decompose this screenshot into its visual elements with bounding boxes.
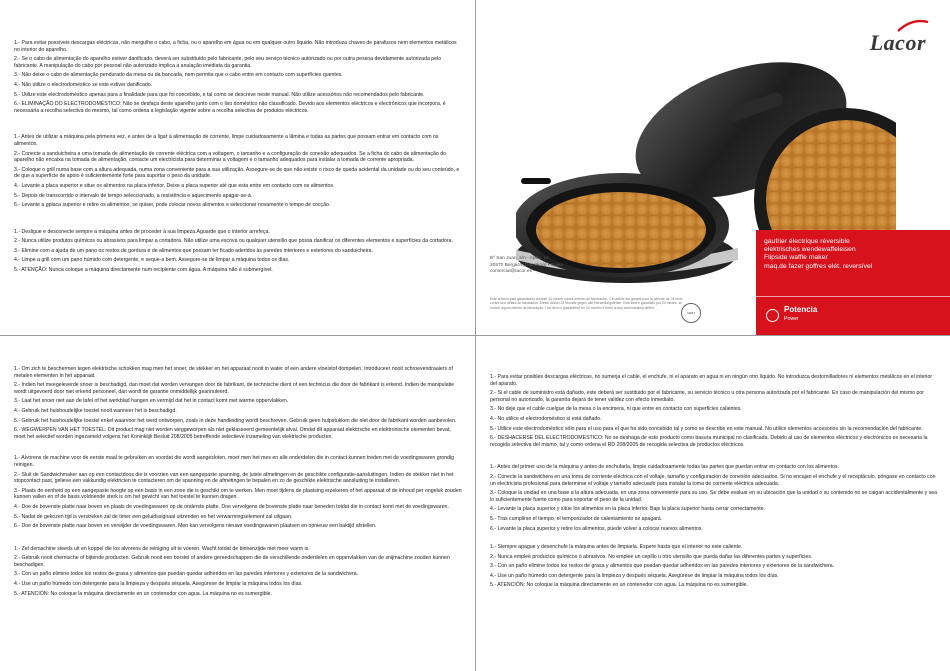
instruction-item: 2.- Indien het meegeleverde snoer is beschadigd, dan moet dat worden vervangen door de fabrikant, de technische dient of een technicus die door de fabrikant is erkend. Indien de manipulatie wordt uitgevoerd door niet erkend personeel, dan wordt de garantie onmiddellijk geannuleerd. xyxy=(14,382,455,395)
product-name-fr: gaufrier électrique réversible xyxy=(764,238,850,245)
nl-use-section xyxy=(14,455,463,529)
product-names xyxy=(764,238,872,271)
brand-logo: Lacor xyxy=(869,30,926,55)
instruction-item: 4.- No utilice el electrodoméstico si está dañado. xyxy=(490,415,602,422)
instruction-item: 1.- Siempre apague y desenchufe la máquina antes de limpiarla. Espere hasta que el interior no este caliente. xyxy=(490,544,743,551)
es-cleaning-section xyxy=(490,544,940,589)
product-name-pt: maq.de fazer goffres elét. reversível xyxy=(764,262,873,270)
instruction-item: 4.- Use un paño húmedo con detergente para la limpieza y después séquela. Asegúrese de limpiar la máquina todos los días. xyxy=(14,581,303,588)
pt-safety-section xyxy=(14,40,463,114)
instruction-item: 5.- ATENÇÃO: Nunca coloque a máquina directamente num recipiente com água. A máquina não é submergível. xyxy=(14,267,273,274)
instruction-item: 2.- Conecte la sandwichera en una toma de corriente eléctrica con el voltaje, tamaño y configuración de conexión adecuados. Si no encajan el enchufe y el receptáculo, póngase en contacto con un electricista profesional para determinar el voltaje y tamaño adecuado para instalar la toma de corriente eléctrica adecuada. xyxy=(490,473,936,487)
instruction-item: 3.- No deje que el cable cuelgue de la mesa o la encimera, ni que entre en contacto con superficies calientes. xyxy=(490,406,742,413)
instruction-item: 5.- Utilice este electrodoméstico sólo para el uso para el que ha sido concebido tal y como se describe en este manual. No utilice elementos accesorios sin la recomendación del fabricante. xyxy=(490,425,923,432)
instruction-item: 1.- Antes del primer uso de la máquina y antes de enchufarla, limpie cuidadosamente todas las partes que puedan entrar en contacto con los alimentos. xyxy=(490,464,839,471)
instruction-item: 3.- Não deixe o cabo de alimentação pendurado da mesa ou da bancada, nem permita que o cabo entre em contacto com superfícies quentes. xyxy=(14,72,343,79)
instruction-item: 4.- Doe de bovenste platte naar boven en plaats de voedingswaren op de onderste platte. Doe vervolgens de bovenste platte naar beneden totdat die in contact komt met de voedingswaren. xyxy=(14,503,449,510)
pt-use-section xyxy=(14,134,463,208)
instruction-item: 2.- Si el cable de suministro está dañado, este deberá ser sustituido por el fabricante, su servicio técnico u otra persona autorizada por el fabricante. En caso de manipulación del mismo por personal no autorizado, la garantía dejará de tener validez con efecto inmediato. xyxy=(490,390,924,403)
panel-divider xyxy=(756,296,950,297)
instruction-item: 6.- Levante a gplaca superior e retire os alimentos; se quiser, pode colocar novos alimentos e seleccionar novamente o tempo de cocção. xyxy=(14,202,331,209)
instruction-item: 4.- Levante a placa superior e situe os alimentos na placa inferior. Deixe a placa superior até que esta entre em contacto com os alimentos. xyxy=(14,182,335,189)
product-name-de: elektrisches wendewaffeleisen xyxy=(764,246,856,254)
instruction-item: 5.- Utilize este electrodoméstico apenas para a finalidade para que foi concebido, e tal como se descreve neste manual. Não utilize acessórios não recomendados pelo fabricante. xyxy=(14,91,425,98)
es-safety-section xyxy=(490,374,940,448)
instruction-item: 1.- Om zich te beschermen tegen elektrische schokken mag men het snoer, de stekker en het apparaat nooit in water of een andere vloeistof dompelen. Introduceer nooit schroevendraaiers of metalen elementen in het apparaat. xyxy=(14,366,453,379)
address-line: 20570 Bergara (Gipuzkoa) • Spain xyxy=(490,262,564,268)
dutch-instructions xyxy=(0,336,475,671)
certification-seal: CERT xyxy=(681,303,701,323)
instruction-item: 2.- Nunca empleé productos químicos ó abrasivos. No emplee un cepillo u otro utensilio que pueda dañar las diferentes partes y superficies. xyxy=(490,553,813,560)
es-use-section xyxy=(490,464,940,532)
instruction-item: 3.- Coloque o grill numa base com a altura adequada, numa zona conveniente para a sua utilização. Assegure-se de que não existe o risco de queda acidental da unidade ou do seu conteúdo, e de que a superfície de apoio é suficientemente forte para suportar o peso da unidade. xyxy=(14,166,460,180)
instruction-item: 3.- Con un paño elimine todos los restos de grasa y alimentos que puedan quedar adheridos en las paredes interiores y exteriores de la sandwichera. xyxy=(14,571,359,578)
instruction-item: 2.- Sluit de Sandwichmaker aan op een contactdoos die is voorzien van een aangepaste spanning, de juiste afmetingen en de geschikte configuratie-aansluitingen. Indien de stekker niet in het stopcontact past, gelieve een vakkundig elektricien te contacteren om de spanning en de afmetingen te bepalen en zo de geschikte elektrische aansluiting te installeren. xyxy=(14,471,454,485)
instruction-item: 6.- DESHACERSE DEL ELECTRODOMESTICO: No se deshaga de este producto como basura municipal no clasificada. Debido al uso de elementos eléctricos y electrónicos es necesaria la recogida selectiva del mismo, tal y como ordena el RD 208/2005 de recogida selectiva de productos eléctricos. xyxy=(490,435,928,448)
address-line: Bº San Juan, s/n - Apdo. 18 xyxy=(490,256,549,261)
instruction-item: 3.- Elimine com a ajuda de um pano os restos de gordura e de alimentos que possam ter ficado aderidos às paredes interiores e exteriores do sanduicheira. xyxy=(14,247,374,254)
instruction-item: 2.- Conecte a sanduicheira a uma tomada de alimentação de corrente eléctrica com a voltagem, o tamanho e a configuração de conexão adequados. Se a ficha do cabo de alimentação do aparelho não encaixa na tomada de alimentação, contacte um electricista para determinar a voltagem e o tamanho adequados para instalar a tomada de corrente apropriada. xyxy=(14,150,446,164)
instruction-item: 4.- Limpe a grill com um pano húmido com detergente, e seque-a bem. Assegure-se de limpar a máquina todos os dias. xyxy=(14,257,290,264)
instruction-item: 5.- Depois de transcorrido o intervalo de tempo seleccionado, a resistência e aquecimento apagar-se-á. xyxy=(14,192,253,199)
instruction-item: 5.- ATENCIÓN: No coloque la máquina directamente en un contenedor con agua. La máquina no es sumergible. xyxy=(490,582,748,589)
instruction-item: 2.- Gebruik nooit chemische of bijtende producten. Gebruik nooit een borstel of andere gereedschappen die de verschillende onderdelen en oppervlakken van de snijmachine zouden kunnen beschadigen. xyxy=(14,555,450,568)
instruction-item: 5.- ATENCIÓN: No coloque la máquina directamente en un contenedor con agua. La máquina no es sumergible. xyxy=(14,590,272,597)
nl-cleaning-section xyxy=(14,546,463,598)
spanish-instructions xyxy=(476,336,950,671)
instruction-item: 1.- Antes de utilizar a máquina pela primeira vez, e antes de a ligar à alimentação de corrente, limpe cuidadosamente a lâmina e todas as partes que possam entrar em contacto com os alimentos. xyxy=(14,134,439,147)
instruction-item: 3.- Plaats de eenheid op een aangepaste hoogte op een basis in een zone die is geschikt om te werken. Men moet tijdens de plaatsing erzekeren of het apparaat of de inhoud per ongeluk zouden kunnen vallen en of de basis voldoende sterk is om het gewicht van het toestel te kunnen dragen. xyxy=(14,487,462,501)
address-line: comercial@lacor.es • xyxy=(490,269,535,274)
instruction-item: 5.- Gebruik het huishoudelijke toestel enkel waarvoor het werd ontworpen, zoals in deze handleiding wordt beschreven. Gebruik geen hulpstukken die niet door de fabrikant worden aanbevolen. xyxy=(14,417,457,424)
power-sublabel: Power xyxy=(784,316,799,322)
instruction-item: 6.- WEGWERPEN VAN HET TOESTEL: Dit product mag niet worden weggeworpen als niet geklasseerd gemeentelijk afval. Omdat dit apparaat elektrische en elektronische elementen bevat, moet het selectief worden ingezameld volgens het Koninklijk Besluit 208/2005 betreffende selectieve inzameling van elektrische producten. xyxy=(14,427,451,440)
instruction-item: 3.- Laat het snoer niet aan de tafel of het werkblad hangen en vermijd dat het in contact komt met warme oppervlakken. xyxy=(14,398,289,405)
company-address xyxy=(490,256,563,276)
cover-panel xyxy=(476,0,950,335)
product-name-panel xyxy=(756,230,950,335)
power-icon xyxy=(766,309,779,322)
instruction-item: 6.- ELIMINAÇÃO DO ELECTRODOMÉSTICO: Não se desfaça deste aparelho junto com o lixo doméstico não classificado. Devido aos elementos eléctricos e electrónicos que incorpora, é necessária a recolha selectiva do mesmo, tal como ordena a legislação vigente sobre a recolha selectiva de produtos eléctricos. xyxy=(14,101,446,114)
instruction-item: 4.- Levante la placa superior y sitúe los alimentos en la placa inferior. Baje la placa superior hasta cerrar correctamente. xyxy=(490,506,766,513)
instruction-item: 3.- Con un paño elimine todos los restos de grasa y alimentos que puedan quedar adheridos en las paredes interiores y exteriores de la sandwichera. xyxy=(490,563,835,570)
instruction-item: 1.- Desligue e desconecte sempre a máquina antes de proceder à sua limpeza.Aguarde que o interior arrefeça. xyxy=(14,228,270,235)
product-name-en: Flipside waffle maker xyxy=(764,254,828,262)
power-label: Potencia xyxy=(784,305,818,314)
instruction-item: 1.- Alvorens de machine voor de eerste maal te gebruiken en voordat die wordt aangesloten, moet men het mes en alle onderdelen die in contact kunnen treden met de voedingswaren grondig reinigen. xyxy=(14,455,455,468)
instruction-item: 1.- Para evitar posibles descargas eléctricas, no sumerja el cable, el enchufe, ni el aparato en agua ni en ningún otro líquido. No introduzca destornilladores ni elementos metálicos en el interior del aparato. xyxy=(490,374,933,387)
instruction-item: 6.- Doe de bovenste platte naar boven en verwijder de voedingswaren. Men kan vervolgens nieuwe voedingswaren plaatsen en opnieuw een baktijd afstellen. xyxy=(14,523,377,530)
instruction-item: 4.- Gebruik het huishoudelijke toestel nooit wanneer het is beschadigd. xyxy=(14,407,177,414)
warranty-fine-print: Este artículo está garantizado durante 24 meses contra defecto de fabricación. Cet article est garanti pour la période de 24 mois contre tout défaut de fabrication. Dieser Artikel 24 Monate gegen alle Herstellungsfehler. Este item é garantido por 24 meses, se houver algum defeito de fabricação. This item is guaranteed for 24 months if there is any workmanship defect. xyxy=(490,297,683,310)
instruction-item: 3.- Coloque la unidad en una base a la altura adecuada, en una zona conveniente para su uso. Se debe evaluar en su ubicación que la unidad o su contenido no se caigan accidentalmente y sea lo suficientemente fuerte como para soportar el peso de la unidad. xyxy=(490,490,938,503)
instruction-item: 4.- Use un paño húmedo con detergente para la limpieza y después séquela. Asegúrese de limpiar la máquina todos los días. xyxy=(490,572,779,579)
instruction-item: 6.- Levante la placa superior y retire los alimentos, puede volver a colocar nuevos alimentos. xyxy=(490,525,703,532)
instruction-item: 2.- Nunca utilize produtos químicos ou abrasivos para limpar a cortadora. Não utilize uma escova ou qualquer utensílio que possa danificar os diferentes elementos e superfícies da cortadora. xyxy=(14,238,453,245)
pt-cleaning-section xyxy=(14,229,463,274)
instruction-item: 5.- Tras cumplirse el tiempo, el temporizador de calentamiento se apagará. xyxy=(490,515,663,522)
instruction-item: 4.- Não utilize o electrodoméstico se este estiver danificado. xyxy=(14,81,153,88)
instruction-item: 2.- Se o cabo de alimentação do aparelho estiver danificado, deverá ser substituído pelo fabricante, pelo seu serviço técnico autorizado ou por outra pessoa devidamente autorizada pelo fabricante. A manipulação do cabo por pessoal não autorizado implica a anulação imediata da garantia. xyxy=(14,56,442,69)
nl-safety-section xyxy=(14,366,463,440)
instruction-item: 1.- Para evitar possíveis descargas eléctricas, não mergulhe o cabo, a ficha, ou o aparelho em água ou em qualquer outro líquido. Não introduza chaves de parafusos nem elementos metálicos no interior do aparelho. xyxy=(14,40,457,53)
instruction-item: 5.- Nadat de gekozen tijd is verstreken zal de timer een geluidssignaal uitzenden en het verwarmingselement zal uitgaan. xyxy=(14,513,293,520)
instruction-item: 1.- Zet demachine steeds uit en koppel die los alvorens de reiniging uit te voeren. Wacht totdat de binnenzijde niet meer warm is. xyxy=(14,545,310,552)
portuguese-instructions xyxy=(0,0,475,335)
